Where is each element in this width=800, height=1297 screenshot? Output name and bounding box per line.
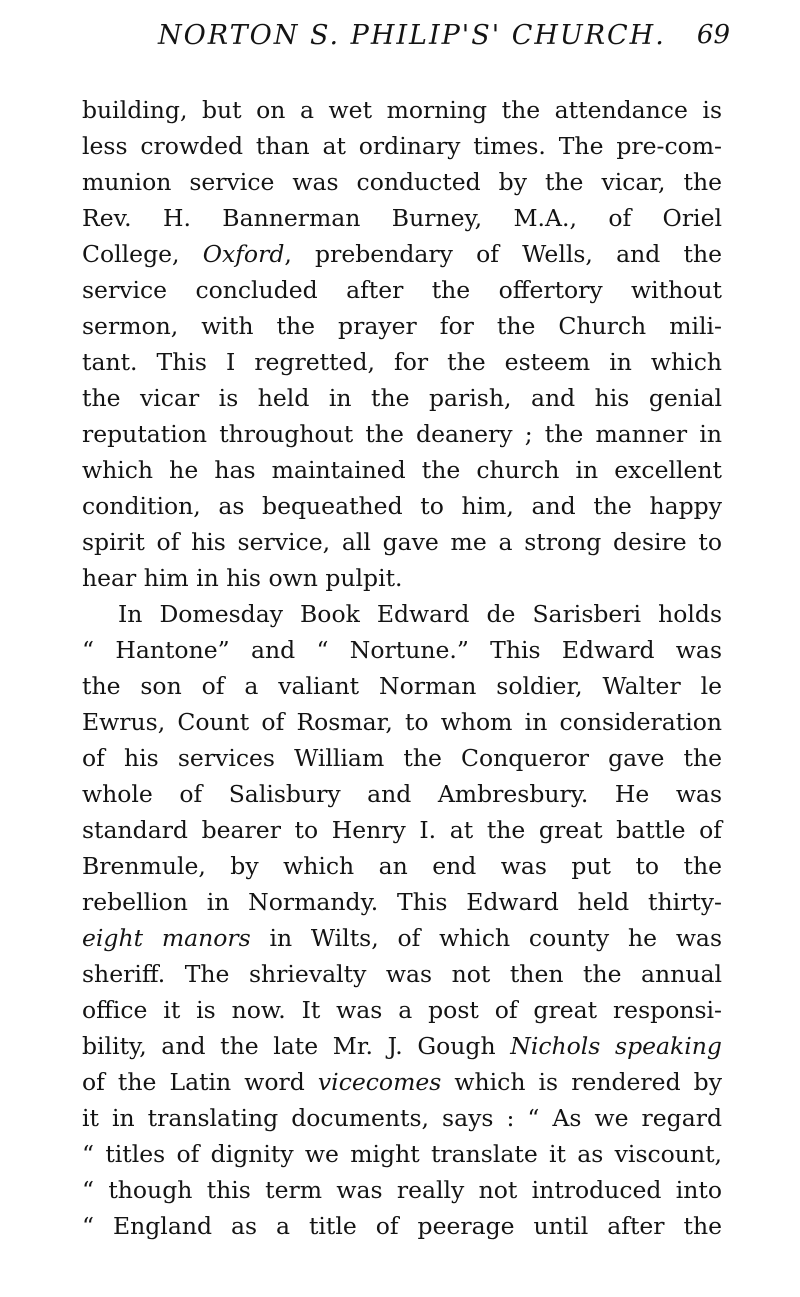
- text-line: “ England as a title of peerage until after the: [82, 1212, 722, 1240]
- text-line: Brenmule, by which an end was put to the: [82, 852, 722, 880]
- running-head: [80, 20, 730, 60]
- text-line: the vicar is held in the parish, and his genial: [82, 384, 722, 412]
- text-line: munion service was conducted by the vicar, the: [82, 168, 722, 196]
- text-line: hear him in his own pulpit.: [82, 564, 403, 592]
- text-line: the son of a valiant Norman soldier, Walter le: [82, 672, 722, 700]
- body-text: [82, 92, 722, 1244]
- text-line: reputation throughout the deanery ; the manner in: [82, 420, 722, 448]
- text-line: sermon, with the prayer for the Church mili-: [82, 312, 722, 340]
- text-line: condition, as bequeathed to him, and the happy: [82, 492, 722, 520]
- running-title: NORTON S. PHILIP'S' CHURCH.: [158, 20, 666, 51]
- text-line: College, Oxford, prebendary of Wells, and the: [82, 240, 722, 268]
- text-line: “ Hantone” and “ Nortune.” This Edward was: [82, 636, 722, 664]
- text-line: whole of Salisbury and Ambresbury. He was: [82, 780, 722, 808]
- text-line: of his services William the Conqueror gave the: [82, 744, 722, 772]
- text-line: spirit of his service, all gave me a strong desire to: [82, 528, 722, 556]
- text-line: less crowded than at ordinary times. The pre-com-: [82, 132, 722, 160]
- text-line: eight manors in Wilts, of which county he was: [82, 924, 722, 952]
- page-number: 69: [696, 20, 730, 50]
- text-line: “ titles of dignity we might translate it as viscount,: [82, 1140, 722, 1168]
- text-line: tant. This I regretted, for the esteem in which: [82, 348, 722, 376]
- text-line: standard bearer to Henry I. at the great battle of: [82, 816, 722, 844]
- text-line: Ewrus, Count of Rosmar, to whom in consideration: [82, 708, 722, 736]
- text-line: it in translating documents, says : “ As we regard: [82, 1104, 722, 1132]
- text-line: Rev. H. Bannerman Burney, M.A., of Oriel: [82, 204, 722, 232]
- text-line: bility, and the late Mr. J. Gough Nichols speaking: [82, 1032, 722, 1060]
- text-line: service concluded after the offertory without: [82, 276, 722, 304]
- text-line: building, but on a wet morning the attendance is: [82, 96, 722, 124]
- text-line: of the Latin word vicecomes which is rendered by: [82, 1068, 723, 1096]
- text-line: rebellion in Normandy. This Edward held thirty-: [82, 888, 722, 916]
- text-line: sheriff. The shrievalty was not then the annual: [82, 960, 722, 988]
- text-line: “ though this term was really not introduced into: [82, 1176, 722, 1204]
- text-line: office it is now. It was a post of great responsi-: [82, 996, 722, 1024]
- text-line: which he has maintained the church in excellent: [82, 456, 722, 484]
- text-line: In Domesday Book Edward de Sarisberi holds: [118, 600, 722, 628]
